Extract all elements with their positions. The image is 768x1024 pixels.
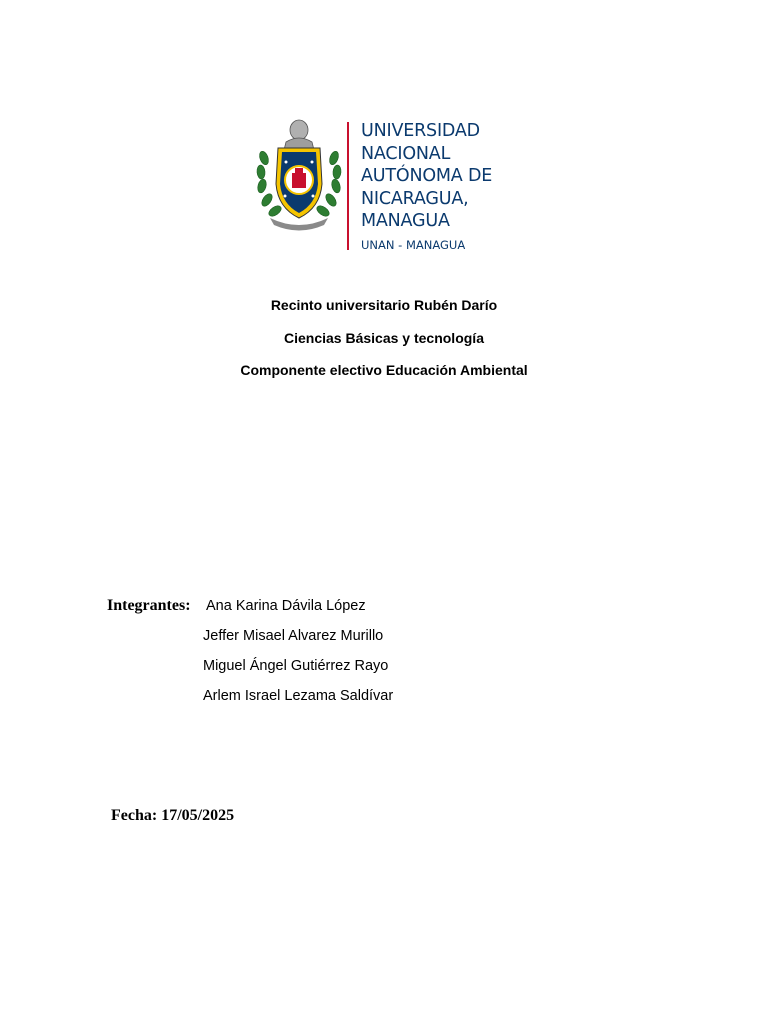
course-heading: Componente electivo Educación Ambiental: [240, 362, 528, 378]
university-name-line: NICARAGUA,: [361, 188, 469, 209]
campus-heading: Recinto universitario Rubén Darío: [270, 297, 498, 313]
university-logo: [256, 118, 516, 258]
university-name-line: AUTÓNOMA DE: [361, 166, 493, 186]
faculty-heading: Ciencias Básicas y tecnología: [284, 330, 484, 346]
university-name: [361, 120, 492, 233]
university-crest-icon: [256, 118, 342, 232]
date-line: Fecha: 17/05/2025: [111, 807, 235, 824]
member-name: Miguel Ángel Gutiérrez Rayo: [203, 658, 389, 674]
member-name: Jeffer Misael Alvarez Murillo: [203, 628, 384, 644]
university-acronym: UNAN - MANAGUA: [361, 238, 466, 252]
integrantes-label: Integrantes:: [107, 597, 191, 614]
university-name-line: NACIONAL: [361, 143, 451, 164]
member-name: Ana Karina Dávila López: [206, 598, 366, 614]
logo-divider: [347, 122, 349, 250]
member-name: Arlem Israel Lezama Saldívar: [203, 688, 394, 704]
university-name-line: MANAGUA: [361, 211, 450, 231]
university-name-line: UNIVERSIDAD: [361, 121, 480, 141]
